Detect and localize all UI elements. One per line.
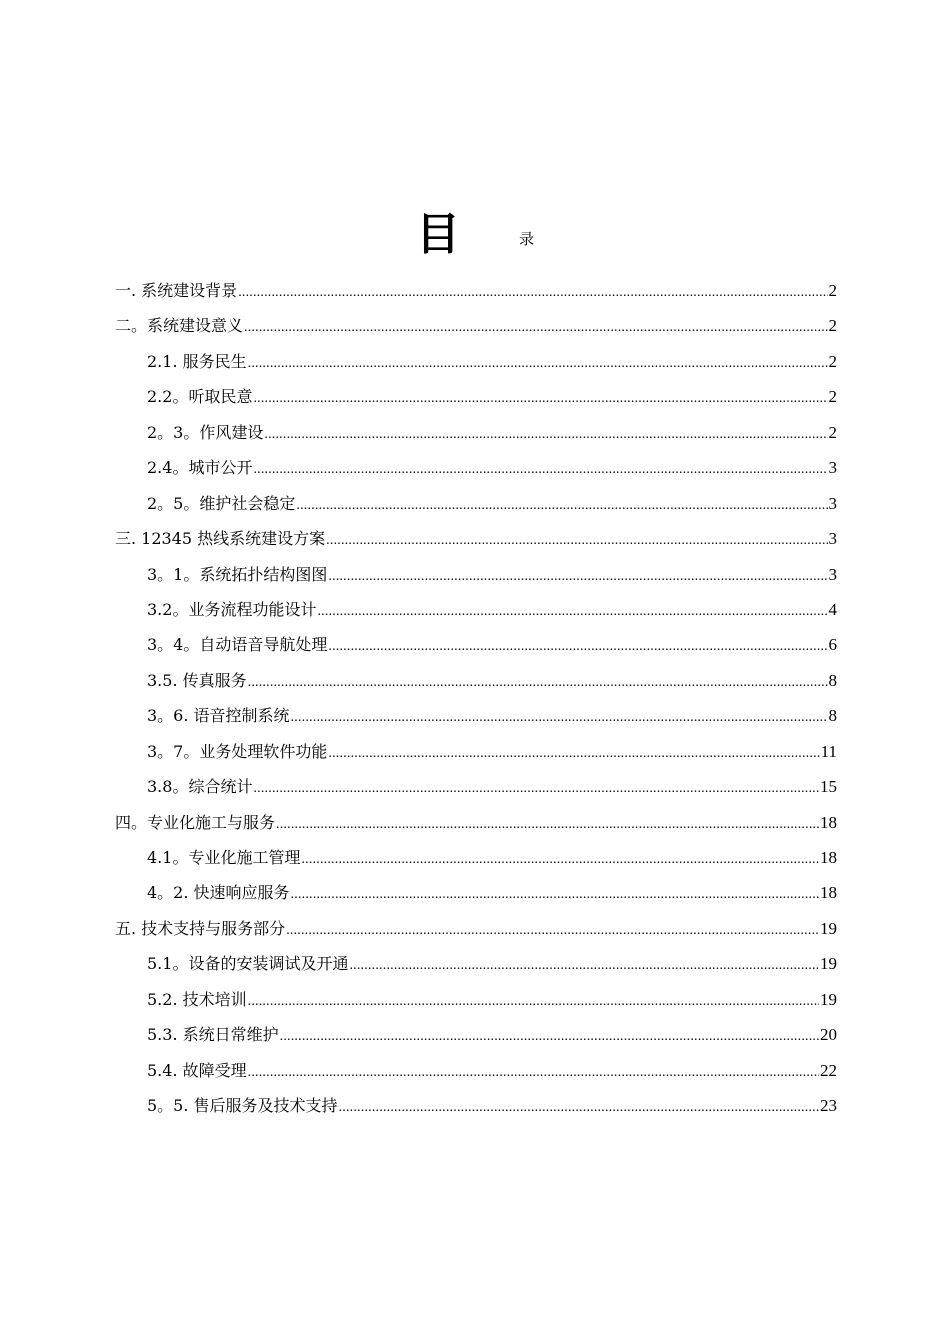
toc-entry-page-number: 2 [828,387,837,407]
toc-entry-label: 3。4。自动语音导航处理 [147,635,328,655]
toc-entry-label: 五. 技术支持与服务部分 [115,918,286,938]
toc-dot-leader [328,740,819,768]
toc-entry-page-number: 18 [820,848,837,867]
toc-entry[interactable] [115,986,837,1021]
toc-entry-label: 二。系统建设意义 [115,316,244,336]
toc-entry-label: 3。1。系统拓扑结构图图 [147,564,328,584]
toc-entry[interactable] [115,596,837,631]
toc-entry-page-number: 3 [828,458,837,478]
toc-entry-page-number: 6 [828,635,837,655]
toc-entry-label: 4.1。专业化施工管理 [147,848,301,867]
toc-dot-leader [291,881,819,909]
toc-entry[interactable] [115,1092,837,1127]
toc-entry-label: 2.2。听取民意 [147,387,253,407]
toc-entry[interactable] [115,561,837,596]
toc-dot-leader [264,421,827,449]
toc-dot-leader [291,704,828,732]
toc-entry-page-number: 3 [828,529,837,549]
toc-entry-label: 2。3。作风建设 [147,422,264,442]
toc-entry[interactable] [115,1021,837,1056]
toc-dot-leader [253,775,819,803]
toc-entry-label: 5.3. 系统日常维护 [147,1025,279,1045]
toc-dot-leader [248,988,819,1016]
toc-dot-leader [286,917,819,945]
toc-entry-label: 2。5。维护社会稳定 [147,493,296,513]
toc-entry-page-number: 2 [828,351,837,371]
toc-entry[interactable] [115,490,837,525]
toc-entry[interactable] [115,950,837,985]
toc-entry-label: 5.1。设备的安装调试及开通 [147,954,349,974]
toc-entry-label: 4。2. 快速响应服务 [147,883,290,903]
toc-entry[interactable] [115,915,837,950]
toc-entry-label: 3.5. 传真服务 [147,670,247,690]
toc-dot-leader [328,563,827,591]
toc-entry-label: 3。7。业务处理软件功能 [147,741,328,761]
toc-entry[interactable] [115,419,837,454]
toc-entry[interactable] [115,1057,837,1092]
toc-entry-label: 3.2。业务流程功能设计 [147,599,317,619]
toc-entry-label: 3.8。综合统计 [147,777,253,797]
table-of-contents [115,277,837,1128]
toc-dot-leader [328,633,827,661]
toc-entry[interactable] [115,702,837,737]
toc-dot-leader [253,385,827,413]
toc-title-second-char: 录 [519,230,535,248]
toc-entry[interactable] [115,667,837,702]
toc-entry[interactable] [115,454,837,489]
toc-title [0,205,950,265]
toc-entry-page-number: 19 [820,918,837,938]
toc-dot-leader [238,279,827,307]
toc-entry[interactable] [115,312,837,347]
toc-entry[interactable] [115,844,837,879]
toc-entry-page-number: 8 [828,670,837,690]
toc-dot-leader [276,811,819,839]
toc-entry[interactable] [115,383,837,418]
toc-entry-label: 3。6. 语音控制系统 [147,706,290,726]
toc-dot-leader [317,598,827,626]
toc-dot-leader [326,527,827,555]
toc-entry-page-number: 3 [828,493,837,513]
toc-entry-page-number: 2 [828,422,837,442]
toc-entry[interactable] [115,348,837,383]
toc-entry[interactable] [115,277,837,312]
toc-dot-leader [301,846,819,874]
toc-entry-page-number: 2 [828,281,837,300]
toc-entry-page-number: 2 [828,316,837,336]
toc-dot-leader [248,669,828,697]
toc-entry-label: 三. 12345 热线系统建设方案 [115,529,326,549]
toc-entry-page-number: 15 [820,777,837,797]
toc-entry-label: 2.4。城市公开 [147,458,253,478]
toc-dot-leader [280,1023,819,1051]
toc-entry-page-number: 23 [820,1096,837,1116]
toc-dot-leader [248,1059,819,1087]
toc-entry-label: 5。5. 售后服务及技术支持 [147,1096,338,1116]
toc-entry-label: 5.2. 技术培训 [147,989,247,1009]
toc-entry-page-number: 3 [828,564,837,584]
toc-entry-page-number: 22 [820,1060,837,1080]
toc-entry-page-number: 19 [820,989,837,1009]
toc-entry[interactable] [115,879,837,914]
toc-entry-page-number: 18 [820,812,837,832]
toc-entry-page-number: 20 [820,1025,837,1045]
toc-dot-leader [349,952,819,980]
toc-entry-label: 5.4. 故障受理 [147,1060,247,1080]
toc-entry-label: 四。专业化施工与服务 [115,812,276,832]
toc-entry[interactable] [115,525,837,560]
toc-dot-leader [244,314,827,342]
toc-entry-label: 一. 系统建设背景 [115,281,238,300]
toc-entry[interactable] [115,631,837,666]
toc-entry-page-number: 11 [820,741,837,761]
toc-dot-leader [339,1094,819,1122]
toc-title-main-char: 目 [416,209,460,260]
toc-entry-page-number: 4 [828,599,837,619]
toc-entry[interactable] [115,738,837,773]
toc-dot-leader [248,350,828,378]
toc-entry-page-number: 8 [828,706,837,726]
toc-entry[interactable] [115,773,837,808]
toc-dot-leader [296,492,827,520]
toc-dot-leader [253,456,827,484]
toc-entry[interactable] [115,809,837,844]
toc-entry-label: 2.1. 服务民生 [147,351,247,371]
toc-entry-page-number: 19 [820,954,837,974]
toc-entry-page-number: 18 [820,883,837,903]
